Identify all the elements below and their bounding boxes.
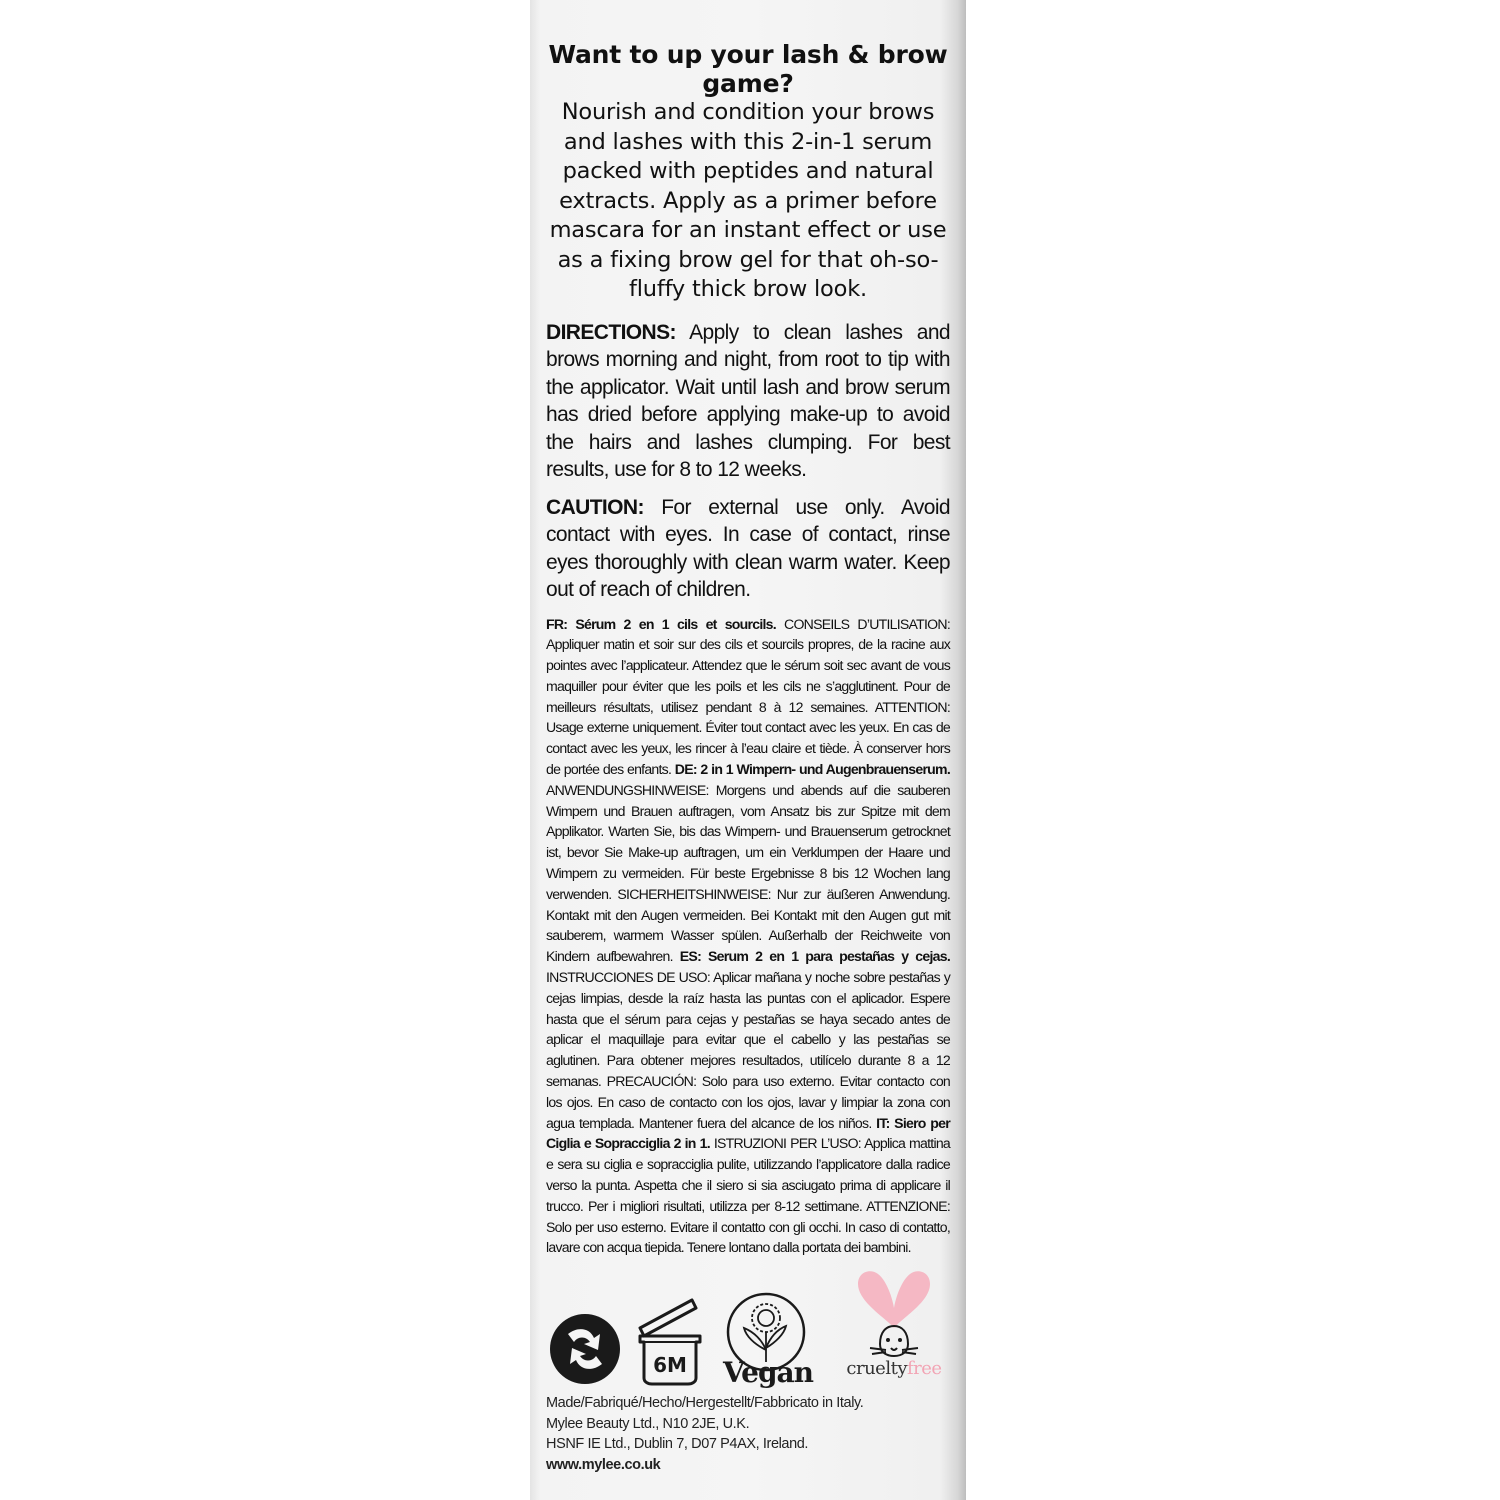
it-text: ISTRUZIONI PER L’USO: Applica mattina e sera su ciglia e sopracciglia pulite, utilizzando l’applicatore dalla radice verso la punta. Aspetta che il siero si sia asciugato prima di applicare il trucco. Per i migliori risultati, utilizza per 8-12 settimane. ATTENZIONE: Solo per uso esterno. Evitare il contatto con gli occhi. In caso di contatto, lavare con acqua tiepida. Tenere lontano dalla portata dei bambini. (546, 1135, 951, 1256)
es-text: INSTRUCCIONES DE USO: Aplicar mañana y noche sobre pestañas y cejas limpias, desde la raíz hasta las puntas con el aplicador. Espere hasta que el sérum para cejas y pestañas se haya secado antes de aplicar el maquillaje para evitar que el cabello y las pestañas se aglutinen. Para obtener mejores resultados, utilícelo durante 8 a 12 semanas. PRECAUCIÓN: Solo para uso externo. Evitar contacto con los ojos. En caso de contacto con los ojos, lavar y limpiar la zona con agua templada. Mantener fuera del alcance de los niños. (546, 969, 950, 1131)
product-description (546, 40, 950, 1258)
caution-text: For external use only. Avoid contact with eyes. In case of contact, rinse eyes thoroughly with clean warm water. Keep out of reach of children. (546, 495, 950, 601)
certification-icons (546, 1268, 956, 1388)
svg-text:crueltyfree (846, 1358, 941, 1379)
headline: Want to up your lash & brow game? (548, 40, 948, 98)
cruelty-word: cruelty (846, 1358, 908, 1379)
directions-text: Apply to clean lashes and brows morning and night, from root to tip with the applicator. Wait until lash and brow serum has dried before applying make-up to avoid the hairs and lashes clumping. For best results, use for 8 to 12 weeks. (546, 320, 950, 481)
footer-ie-address: HSNF IE Ltd., Dublin 7, D07 P4AX, Ireland. (546, 1436, 809, 1452)
bunny-heart-icon (836, 1268, 952, 1380)
intro-text: Nourish and condition your brows and lashes with this 2-in-1 serum packed with peptides and natural extracts. Apply as a primer before mascara for an instant effect or use as a fixing brow gel for that oh-so-fluffy thick brow look. (549, 99, 947, 302)
vegan-sunflower-icon (714, 1292, 826, 1388)
de-title: DE: 2 in 1 Wimpern- und Augenbrauenserum. (674, 761, 950, 778)
directions-label: DIRECTIONS: (546, 320, 676, 344)
caution-label: CAUTION: (546, 495, 644, 519)
de-text: ANWENDUNGSHINWEISE: Morgens und abends auf die sauberen Wimpern und Brauen auftragen, vom Ansatz bis zur Spitze mit dem Applikator. Warten Sie, bis das Wimpern- und Brauenserum getrocknet ist, bevor Sie Make-up auftragen, um ein Verklumpen der Haare und Wimpern zu vermeiden. Für beste Ergebnisse 8 bis 12 Wochen lang verwenden. SICHERHEITSHINWEISE: Nur zur äußeren Anwendung. Kontakt mit den Augen vermeiden. Bei Kontakt mit den Augen gut mit sauberem, warmem Wasser spülen. Außerhalb der Reichweite von Kindern aufbewahren. (546, 781, 950, 965)
free-word: free (907, 1358, 942, 1379)
fr-text: CONSEILS D’UTILISATION: Appliquer matin et soir sur des cils et sourcils propres, de la racine aux pointes avec l’applicateur. Attendez que le sérum soit sec avant de vous maquiller pour éviter que les poils et les cils ne s’agglutinent. Pour de meilleurs résultats, utilisez pendant 8 à 12 semaines. ATTENTION: Usage externe uniquement. Éviter tout contact avec les yeux. En cas de contact avec les yeux, les rincer à l’eau claire et tiède. À conserver hors de portée des enfants. (546, 615, 950, 778)
fr-title: FR: Sérum 2 en 1 cils et sourcils. (546, 615, 776, 632)
footer-made-in: Made/Fabriqué/Hecho/Hergestellt/Fabbricato in Italy. (546, 1395, 864, 1411)
manufacturer-info (546, 1393, 950, 1475)
green-dot-recycle-icon (548, 1312, 622, 1386)
caution-section (546, 494, 950, 604)
es-title: ES: Serum 2 en 1 para pestañas y cejas. (679, 948, 950, 965)
website-link[interactable]: www.mylee.co.uk (546, 1456, 661, 1473)
footer-uk-address: Mylee Beauty Ltd., N10 2JE, U.K. (546, 1415, 750, 1432)
vegan-label: Vegan (722, 1356, 814, 1388)
directions-section (546, 319, 950, 484)
it-title: IT: Siero per Ciglia e Sopracciglia 2 in 1. (546, 1114, 950, 1152)
translations-block (546, 614, 950, 1259)
open-jar-icon (634, 1296, 706, 1386)
pao-label: 6M (653, 1353, 687, 1377)
